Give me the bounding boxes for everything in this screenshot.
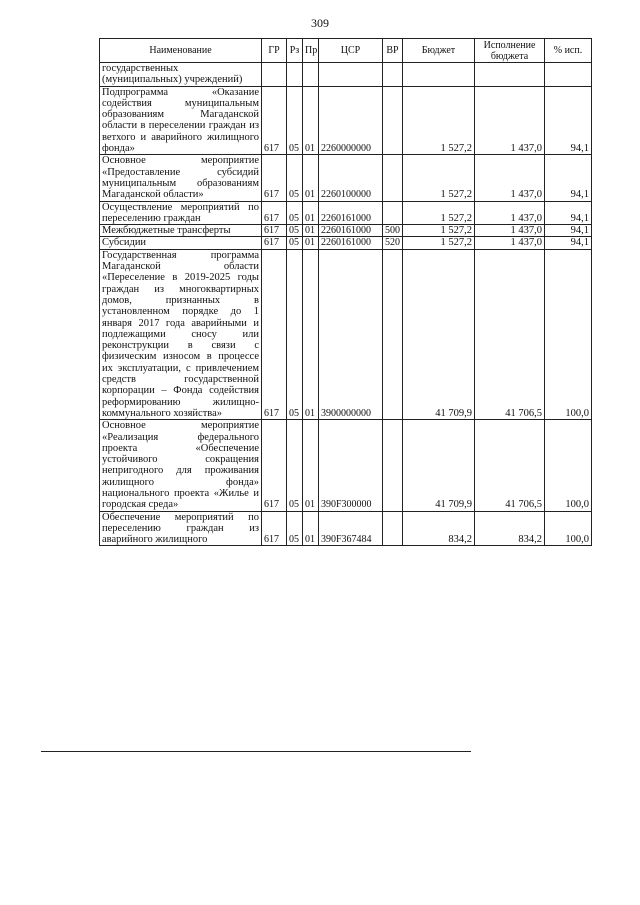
row-csr: [319, 63, 383, 87]
row-budget: 1 527,2: [403, 225, 475, 237]
row-pr: 01: [303, 420, 319, 511]
row-name: Основное мероприятие «Предоставление субсидий муниципальным образованиям Магаданской области»: [100, 155, 262, 201]
row-percent: 100,0: [545, 249, 592, 419]
row-csr: 3900000000: [319, 249, 383, 419]
row-gr: 617: [262, 86, 287, 155]
row-vr: 520: [383, 237, 403, 249]
row-execution: 1 437,0: [475, 237, 545, 249]
row-rz: 05: [287, 225, 303, 237]
row-percent: 94,1: [545, 86, 592, 155]
row-vr: [383, 155, 403, 201]
row-vr: [383, 420, 403, 511]
page-number: 309: [311, 16, 329, 30]
row-rz: 05: [287, 420, 303, 511]
row-name: Подпрограмма «Оказание содействия муниципальным образованиям Магаданской области в переселении граждан из ветхого и аварийного жилищного фонда»: [100, 86, 262, 155]
row-csr: 2260161000: [319, 225, 383, 237]
header-percent: % исп.: [545, 39, 592, 63]
table-header-row: [100, 39, 592, 63]
row-execution: 41 706,5: [475, 249, 545, 419]
row-name: Межбюджетные трансферты: [100, 225, 262, 237]
table-row: [100, 201, 592, 225]
row-execution: 1 437,0: [475, 225, 545, 237]
table-row: [100, 420, 592, 511]
row-csr: 390F300000: [319, 420, 383, 511]
row-budget: 1 527,2: [403, 237, 475, 249]
row-gr: 617: [262, 249, 287, 419]
header-rz: Рз: [287, 39, 303, 63]
row-vr: [383, 86, 403, 155]
row-csr: 2260161000: [319, 237, 383, 249]
row-name: государственных (муниципальных) учреждений): [100, 63, 262, 87]
row-gr: 617: [262, 155, 287, 201]
row-gr: [262, 63, 287, 87]
row-rz: [287, 63, 303, 87]
header-gr: ГР: [262, 39, 287, 63]
row-csr: 390F367484: [319, 511, 383, 546]
row-execution: 1 437,0: [475, 201, 545, 225]
row-csr: 2260161000: [319, 201, 383, 225]
row-percent: 94,1: [545, 155, 592, 201]
row-gr: 617: [262, 511, 287, 546]
page-bottom-divider: [41, 751, 471, 752]
row-budget: 41 709,9: [403, 249, 475, 419]
header-budget: Бюджет: [403, 39, 475, 63]
row-name: Государственная программа Магаданской области «Переселение в 2019-2025 годы граждан из многоквартирных домов, признанных в установленном порядке до 1 января 2017 года аварийными и подлежащими сносу или реконструкции в связи с физическим износом в процессе их эксплуатации, с привлечением средств государственной корпорации – Фонда содействия реформированию жилищно-коммунального хозяйства»: [100, 249, 262, 419]
row-percent: 94,1: [545, 225, 592, 237]
table-row: [100, 155, 592, 201]
row-percent: 94,1: [545, 237, 592, 249]
row-budget: 1 527,2: [403, 155, 475, 201]
row-rz: 05: [287, 237, 303, 249]
header-vr: ВР: [383, 39, 403, 63]
header-csr: ЦСР: [319, 39, 383, 63]
header-execution: Исполнение бюджета: [475, 39, 545, 63]
table-row: [100, 86, 592, 155]
row-vr: 500: [383, 225, 403, 237]
table-row: [100, 249, 592, 419]
header-pr: Пр: [303, 39, 319, 63]
row-pr: [303, 63, 319, 87]
row-gr: 617: [262, 225, 287, 237]
row-gr: 617: [262, 201, 287, 225]
row-rz: 05: [287, 511, 303, 546]
row-rz: 05: [287, 155, 303, 201]
row-vr: [383, 63, 403, 87]
row-pr: 01: [303, 237, 319, 249]
row-percent: 100,0: [545, 420, 592, 511]
table-row: [100, 63, 592, 87]
row-pr: 01: [303, 201, 319, 225]
row-name: Субсидии: [100, 237, 262, 249]
row-execution: 834,2: [475, 511, 545, 546]
row-pr: 01: [303, 249, 319, 419]
row-rz: 05: [287, 86, 303, 155]
header-name: Наименование: [100, 39, 262, 63]
row-name: Обеспечение мероприятий по переселению граждан из аварийного жилищного: [100, 511, 262, 546]
row-budget: 41 709,9: [403, 420, 475, 511]
row-pr: 01: [303, 155, 319, 201]
row-vr: [383, 249, 403, 419]
table-row: [100, 511, 592, 546]
row-execution: 41 706,5: [475, 420, 545, 511]
row-pr: 01: [303, 511, 319, 546]
row-execution: [475, 63, 545, 87]
row-gr: 617: [262, 237, 287, 249]
row-name: Осуществление мероприятий по переселению граждан: [100, 201, 262, 225]
row-execution: 1 437,0: [475, 155, 545, 201]
row-budget: 1 527,2: [403, 86, 475, 155]
table-row: [100, 237, 592, 249]
row-budget: 1 527,2: [403, 201, 475, 225]
row-budget: 834,2: [403, 511, 475, 546]
row-rz: 05: [287, 249, 303, 419]
row-name: Основное мероприятие «Реализация федерального проекта «Обеспечение устойчивого сокращения непригодного для проживания жилищного фонда» национального проекта «Жилье и городская среда»: [100, 420, 262, 511]
row-pr: 01: [303, 86, 319, 155]
budget-table: [99, 38, 592, 546]
row-csr: 2260100000: [319, 155, 383, 201]
row-percent: 94,1: [545, 201, 592, 225]
row-vr: [383, 201, 403, 225]
row-pr: 01: [303, 225, 319, 237]
row-rz: 05: [287, 201, 303, 225]
row-budget: [403, 63, 475, 87]
row-csr: 2260000000: [319, 86, 383, 155]
row-percent: 100,0: [545, 511, 592, 546]
row-gr: 617: [262, 420, 287, 511]
row-execution: 1 437,0: [475, 86, 545, 155]
table-row: [100, 225, 592, 237]
row-vr: [383, 511, 403, 546]
row-percent: [545, 63, 592, 87]
